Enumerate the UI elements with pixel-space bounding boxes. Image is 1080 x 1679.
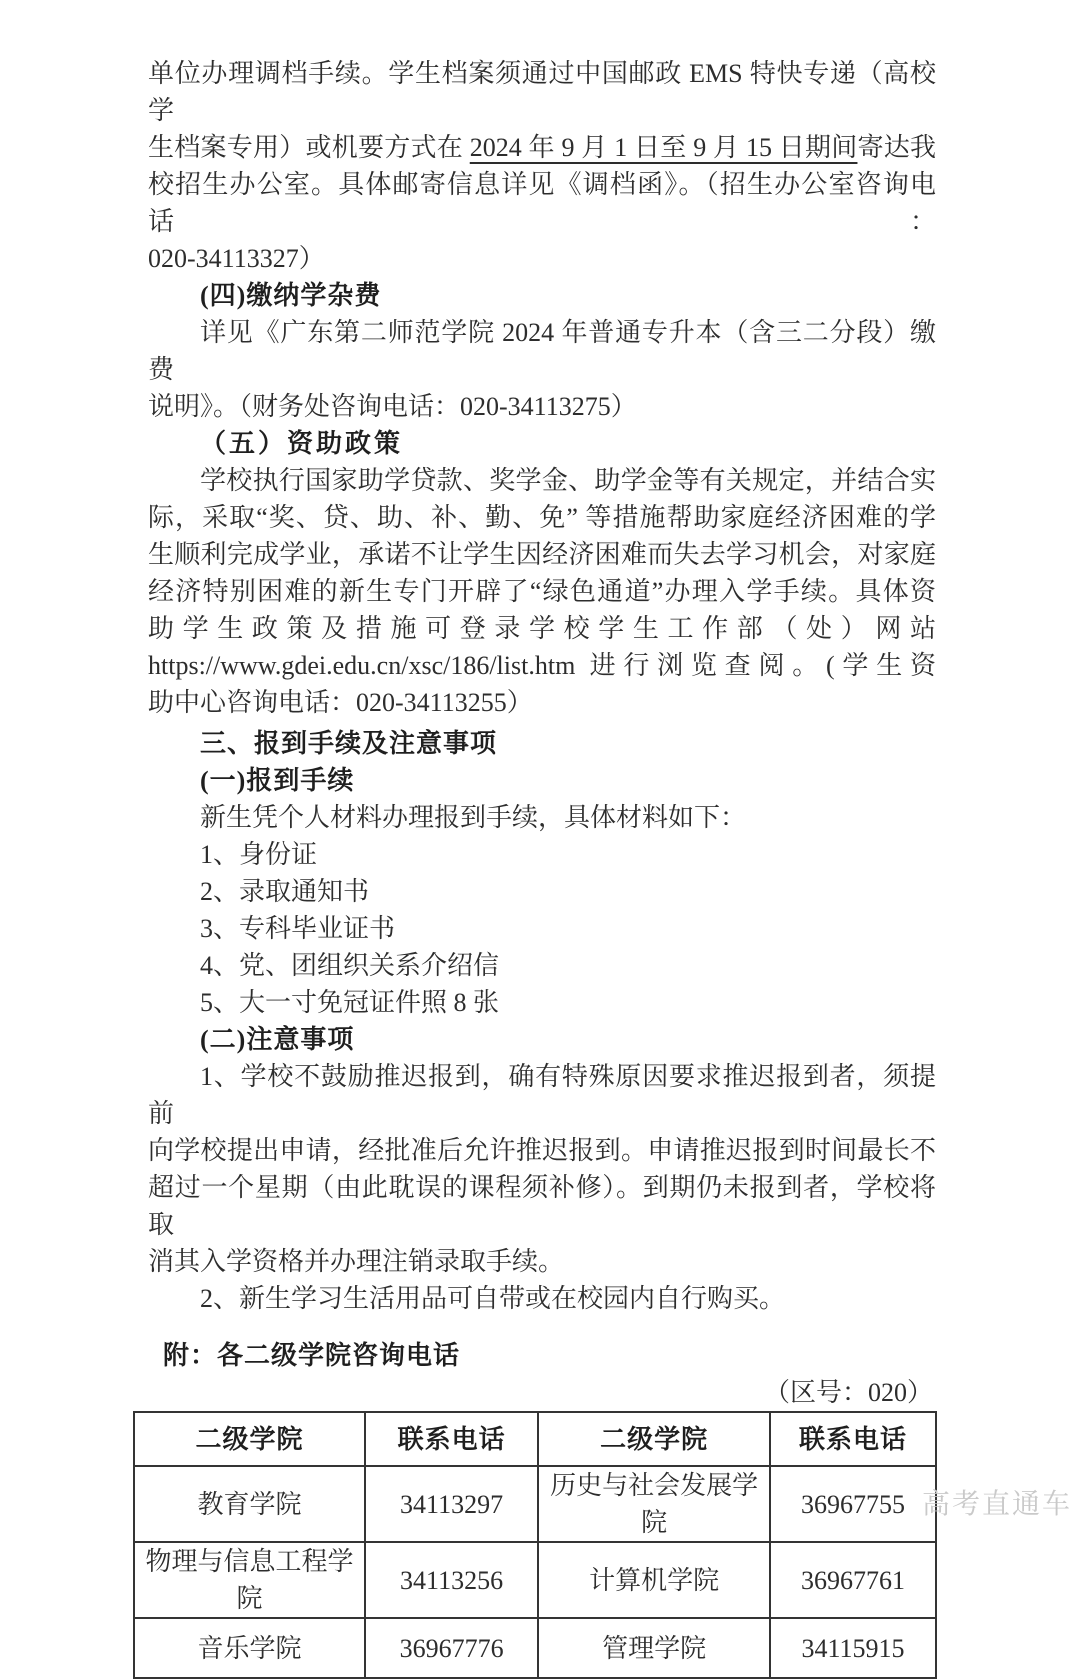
table-row — [134, 1618, 936, 1678]
paragraph-note1 — [148, 1058, 936, 1280]
phone-cell: 36967761 — [770, 1542, 936, 1618]
phone-cell: 34113256 — [365, 1542, 538, 1618]
heading-section3-registration: 三、报到手续及注意事项 — [200, 729, 498, 758]
underlined-date-range: 2024 年 9 月 1 日至 9 月 15 日期间 — [469, 133, 858, 162]
text-segment: 寄达我 — [857, 133, 936, 162]
list-item-org-letter: 4、党、团组织关系介绍信 — [200, 951, 500, 980]
college-name-cell: 音乐学院 — [134, 1618, 365, 1678]
column-header-phone: 联系电话 — [770, 1412, 936, 1466]
text-segment: 生档案专用）或机要方式在 — [148, 133, 470, 162]
heading-sub1-procedure: (一)报到手续 — [200, 766, 355, 795]
phone-cell: 34113297 — [365, 1466, 538, 1542]
paragraph-line: 1、学校不鼓励推迟报到，确有特殊原因要求推迟报到者，须提前 — [148, 1062, 936, 1128]
paragraph-line-phone: 020-34113327） — [148, 244, 325, 273]
document-body — [145, 55, 936, 1679]
table-row — [134, 1542, 936, 1618]
paragraph-line: 消其入学资格并办理注销录取手续。 — [148, 1247, 565, 1276]
heading-section5-aid-policy: （五）资助政策 — [200, 429, 404, 458]
paragraph-line: 超过一个星期（由此耽误的课程须补修）。到期仍未报到者，学校将取 — [148, 1173, 936, 1239]
college-contact-table — [133, 1411, 937, 1679]
column-header-phone: 联系电话 — [365, 1412, 538, 1466]
list-item-id-card: 1、身份证 — [200, 840, 318, 869]
paragraph-line-with-underline — [148, 129, 936, 166]
paragraph-line: 助中心咨询电话：020-34113255） — [148, 688, 533, 717]
paragraph-materials-intro: 新生凭个人材料办理报到手续，具体材料如下： — [200, 803, 747, 832]
paragraph-line: 助学生政策及措施可登录学校学生工作部（处）网站 — [148, 614, 936, 643]
paragraph-line: 生顺利完成学业，承诺不让学生因经济困难而失去学习机会，对家庭 — [148, 540, 936, 569]
college-name-cell: 教育学院 — [134, 1466, 365, 1542]
college-name-cell: 计算机学院 — [538, 1542, 770, 1618]
heading-appendix-contacts: 附：各二级学院咨询电话 — [163, 1341, 461, 1370]
phone-cell: 36967776 — [365, 1618, 538, 1678]
paragraph-note2: 2、新生学习生活用品可自带或在校园内自行购买。 — [200, 1284, 786, 1313]
heading-sub2-notes: (二)注意事项 — [200, 1025, 355, 1054]
table-row — [134, 1466, 936, 1542]
college-name-cell: 历史与社会发展学院 — [538, 1466, 770, 1542]
phone-cell: 36967755 — [770, 1466, 936, 1542]
college-name-cell: 物理与信息工程学院 — [134, 1542, 365, 1618]
appendix-block — [133, 1374, 937, 1679]
heading-section4-tuition: (四)缴纳学杂费 — [200, 281, 382, 310]
area-code-note: （区号：020） — [763, 1378, 933, 1407]
list-item-photos: 5、大一寸免冠证件照 8 张 — [200, 988, 500, 1017]
paragraph-line: 校招生办公室。具体邮寄信息详见《调档函》。（招生办公室咨询电话： — [148, 170, 936, 236]
paragraph-line-url: https://www.gdei.edu.cn/xsc/186/list.htm 进行浏览查阅。(学生资 — [148, 651, 936, 680]
paragraph-tuition — [148, 314, 936, 425]
paragraph-line: 学校执行国家助学贷款、奖学金、助学金等有关规定，并结合实 — [200, 466, 936, 495]
table-header-row — [134, 1412, 936, 1466]
column-header-college: 二级学院 — [538, 1412, 770, 1466]
paragraph-line: 说明》。（财务处咨询电话：020-34113275） — [148, 392, 637, 421]
paragraph-line: 详见《广东第二师范学院 2024 年普通专升本（含三二分段）缴费 — [148, 318, 936, 384]
paragraph-line: 际，采取“奖、贷、助、补、勤、免” 等措施帮助家庭经济困难的学 — [148, 503, 936, 532]
column-header-college: 二级学院 — [134, 1412, 365, 1466]
materials-list — [148, 836, 936, 1021]
paragraph-line: 经济特别困难的新生专门开辟了“绿色通道”办理入学手续。具体资 — [148, 577, 936, 606]
list-item-admission-letter: 2、录取通知书 — [200, 877, 370, 906]
phone-cell: 34115915 — [770, 1618, 936, 1678]
paragraph-line: 单位办理调档手续。学生档案须通过中国邮政 EMS 特快专递（高校学 — [148, 59, 936, 125]
college-name-cell: 管理学院 — [538, 1618, 770, 1678]
watermark-gaokao-zhitongche: 高考直通车 — [921, 1489, 1072, 1520]
paragraph-archive-transfer — [148, 55, 936, 277]
paragraph-line: 向学校提出申请，经批准后允许推迟报到。申请推迟报到时间最长不 — [148, 1136, 936, 1165]
paragraph-aid-policy — [148, 462, 936, 721]
list-item-diploma: 3、专科毕业证书 — [200, 914, 396, 943]
